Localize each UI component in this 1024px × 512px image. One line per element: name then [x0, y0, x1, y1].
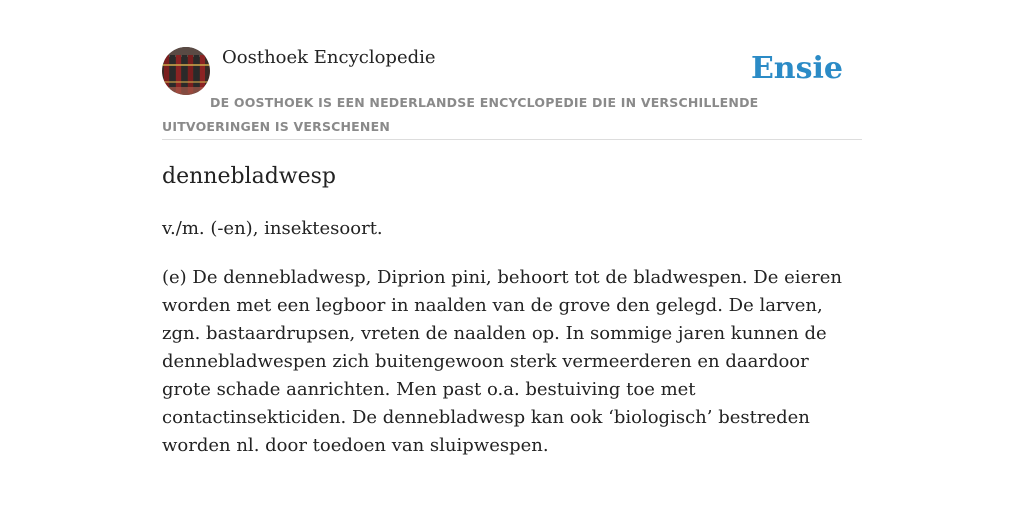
header-divider [162, 139, 862, 140]
brand-logo[interactable]: Ensie [750, 51, 843, 86]
source-tagline: DE OOSTHOEK IS EEN NEDERLANDSE ENCYCLOPEDIE DIE IN VERSCHILLENDE UITVOERINGEN IS VERSCHENEN [162, 95, 759, 134]
source-name[interactable]: Oosthoek Encyclopedie [222, 47, 436, 68]
books-avatar-icon[interactable] [162, 47, 210, 95]
source-header [162, 47, 862, 140]
article-title: dennebladwesp [162, 164, 337, 189]
article-body: (e) De dennebladwesp, Diprion pini, behoort tot de bladwespen. De eieren worden met een legboor in naalden van de grove den gelegd. De larven, zgn. bastaardrupsen, vreten de naalden op. In sommige jaren kunnen de dennebladwespen zich buitengewoon sterk vermeerderen en daardoor grote schade aanrichten. Men past o.a. bestuiving toe met contactinsekticiden. De dennebladwesp kan ook ‘biologisch’ bestreden worden nl. door toedoen van sluipwespen. [162, 267, 843, 456]
article-definition: v./m. (-en), insektesoort. [162, 218, 383, 239]
